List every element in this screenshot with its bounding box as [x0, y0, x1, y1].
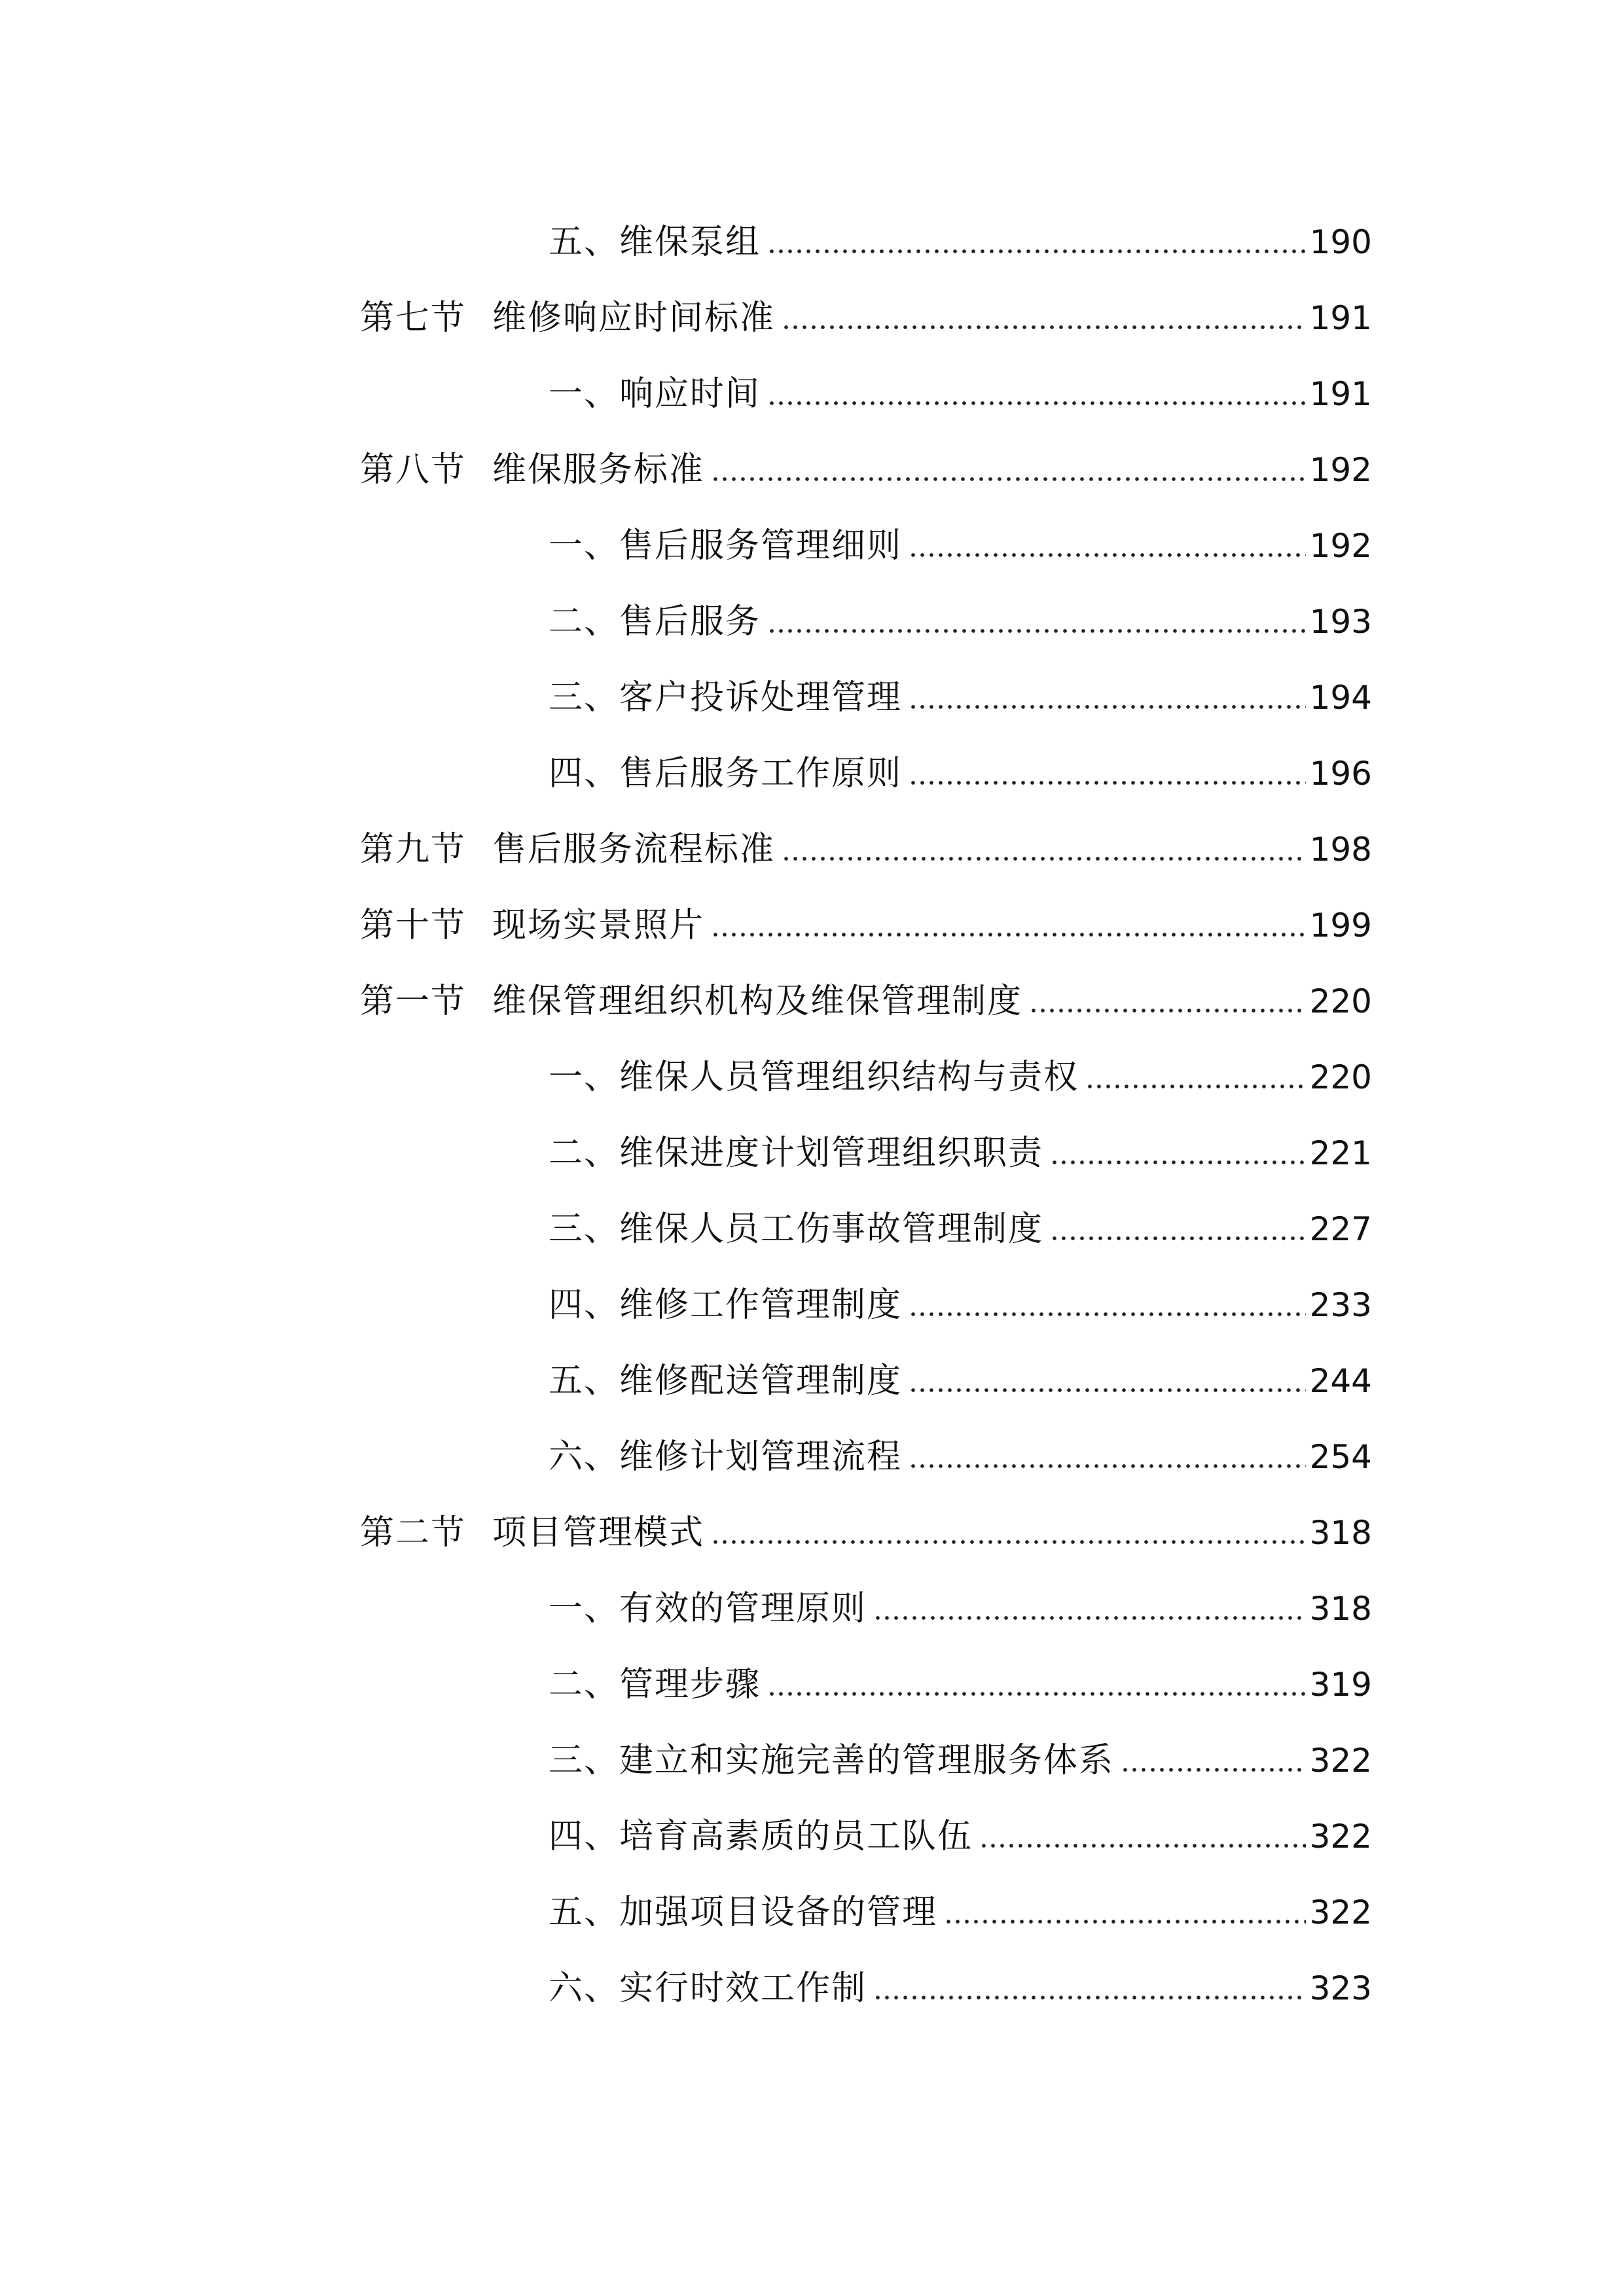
toc-section-title: 项目管理模式	[492, 1513, 705, 1552]
toc-dot-leader	[1050, 1236, 1306, 1241]
toc-page-number: 227	[1309, 1210, 1372, 1248]
toc-dot-leader	[767, 401, 1306, 406]
toc-entry[interactable]	[360, 292, 1372, 344]
toc-section-title: 维保管理组织机构及维保管理制度	[492, 982, 1023, 1021]
toc-entry-title: 一、响应时间	[549, 374, 761, 414]
toc-page-number: 254	[1309, 1438, 1372, 1476]
toc-entry-title: 三、维保人员工伤事故管理制度	[549, 1210, 1044, 1249]
toc-page-number: 199	[1309, 906, 1372, 944]
toc-dot-leader	[767, 249, 1306, 254]
toc-entry[interactable]	[549, 1886, 1372, 1939]
toc-dot-leader	[1050, 1160, 1306, 1165]
toc-dot-leader	[909, 552, 1306, 558]
toc-dot-leader	[711, 476, 1306, 482]
toc-entry-title: 六、维修计划管理流程	[549, 1437, 903, 1477]
toc-page-number: 318	[1309, 1514, 1372, 1552]
toc-entry-title: 四、维修工作管理制度	[549, 1285, 903, 1325]
toc-entry[interactable]	[549, 1431, 1372, 1483]
toc-entry-title: 五、维保泵组	[549, 223, 761, 262]
toc-entry[interactable]	[549, 1583, 1372, 1635]
toc-dot-leader	[711, 932, 1306, 937]
toc-page-number: 191	[1309, 375, 1372, 413]
toc-entry[interactable]	[360, 823, 1372, 876]
toc-dot-leader	[1121, 1767, 1306, 1772]
toc-entry-title	[360, 899, 704, 952]
toc-entry[interactable]	[549, 747, 1372, 800]
toc-section-number: 第二节	[360, 1513, 467, 1552]
toc-dot-leader	[909, 1388, 1306, 1393]
toc-dot-leader	[767, 628, 1306, 634]
toc-entry-title: 三、建立和实施完善的管理服务体系	[549, 1741, 1115, 1780]
toc-dot-leader	[909, 704, 1306, 709]
toc-page-number: 318	[1309, 1590, 1372, 1628]
toc-entry-title: 一、维保人员管理组织结构与责权	[549, 1058, 1079, 1097]
toc-dot-leader	[873, 1995, 1306, 2000]
toc-entry[interactable]	[549, 1051, 1372, 1103]
toc-page-number: 221	[1309, 1134, 1372, 1172]
toc-page-number: 323	[1309, 1969, 1372, 2007]
toc-section-title: 现场实景照片	[492, 906, 705, 945]
toc-dot-leader	[909, 780, 1306, 785]
toc-entry[interactable]	[549, 1659, 1372, 1711]
toc-section-number: 第十节	[360, 906, 467, 945]
toc-entry-title: 五、加强项目设备的管理	[549, 1893, 938, 1932]
toc-entry[interactable]	[549, 1127, 1372, 1179]
toc-entry[interactable]	[549, 1734, 1372, 1787]
toc-entry[interactable]	[549, 1962, 1372, 2015]
toc-page-number: 193	[1309, 603, 1372, 641]
toc-entry-title: 二、售后服务	[549, 602, 761, 641]
toc-page-number: 244	[1309, 1362, 1372, 1400]
toc-section-number: 第八节	[360, 450, 467, 490]
toc-page-number: 196	[1309, 755, 1372, 793]
toc-entry-title: 三、客户投诉处理管理	[549, 678, 903, 717]
toc-entry-title: 一、有效的管理原则	[549, 1589, 867, 1628]
toc-entry-title: 四、售后服务工作原则	[549, 754, 903, 793]
toc-page-number: 220	[1309, 1058, 1372, 1096]
toc-section-title: 售后服务流程标准	[492, 830, 776, 869]
toc-section-number: 第一节	[360, 982, 467, 1021]
toc-entry-title: 四、培育高素质的员工队伍	[549, 1817, 973, 1856]
toc-entry[interactable]	[549, 1203, 1372, 1255]
toc-page-number: 192	[1309, 451, 1372, 489]
toc-entry[interactable]	[549, 1810, 1372, 1863]
toc-entry-title: 六、实行时效工作制	[549, 1969, 867, 2008]
toc-page-number: 220	[1309, 982, 1372, 1020]
toc-entry[interactable]	[549, 1355, 1372, 1407]
toc-entry-title	[360, 975, 1022, 1028]
toc-dot-leader	[767, 1691, 1306, 1696]
toc-page-number: 322	[1309, 1818, 1372, 1856]
toc-section-number: 第九节	[360, 830, 467, 869]
toc-page-number: 322	[1309, 1893, 1372, 1931]
toc-entry-title: 二、管理步骤	[549, 1665, 761, 1704]
toc-page-number: 319	[1309, 1666, 1372, 1704]
toc-dot-leader	[1085, 1084, 1306, 1089]
toc-entry[interactable]	[360, 1507, 1372, 1559]
toc-page-number: 233	[1309, 1286, 1372, 1324]
toc-dot-leader	[944, 1919, 1306, 1924]
toc-dot-leader	[711, 1539, 1306, 1545]
toc-entry-title	[360, 292, 775, 344]
toc-page-number: 198	[1309, 831, 1372, 869]
toc-dot-leader	[782, 325, 1306, 330]
toc-dot-leader	[782, 856, 1306, 861]
toc-section-title: 维保服务标准	[492, 450, 705, 490]
toc-section-number: 第七节	[360, 298, 467, 338]
toc-page-number: 192	[1309, 527, 1372, 565]
toc-entry[interactable]	[549, 672, 1372, 724]
toc-page-number: 190	[1309, 223, 1372, 261]
toc-page-number: 191	[1309, 299, 1372, 337]
toc-entry[interactable]	[360, 975, 1372, 1028]
toc-entry-title	[360, 1507, 704, 1559]
toc-entry[interactable]	[360, 444, 1372, 496]
toc-entry-title	[360, 823, 775, 876]
toc-dot-leader	[1029, 1008, 1306, 1013]
toc-entry[interactable]	[549, 1279, 1372, 1331]
toc-dot-leader	[909, 1463, 1306, 1469]
toc-entry-title	[360, 444, 704, 496]
toc-entry[interactable]	[360, 899, 1372, 952]
toc-page-number: 322	[1309, 1742, 1372, 1780]
toc-dot-leader	[873, 1615, 1306, 1621]
toc-entry[interactable]	[549, 520, 1372, 572]
toc-entry[interactable]	[549, 216, 1372, 268]
toc-section-title: 维修响应时间标准	[492, 298, 776, 338]
toc-entry-title: 五、维修配送管理制度	[549, 1361, 903, 1401]
toc-entry[interactable]	[549, 368, 1372, 420]
toc-entry[interactable]	[549, 596, 1372, 648]
toc-entry-title: 二、维保进度计划管理组织职责	[549, 1134, 1044, 1173]
toc-dot-leader	[979, 1843, 1306, 1848]
toc-dot-leader	[909, 1312, 1306, 1317]
toc-page-number: 194	[1309, 679, 1372, 717]
toc-entry-title: 一、售后服务管理细则	[549, 526, 903, 565]
